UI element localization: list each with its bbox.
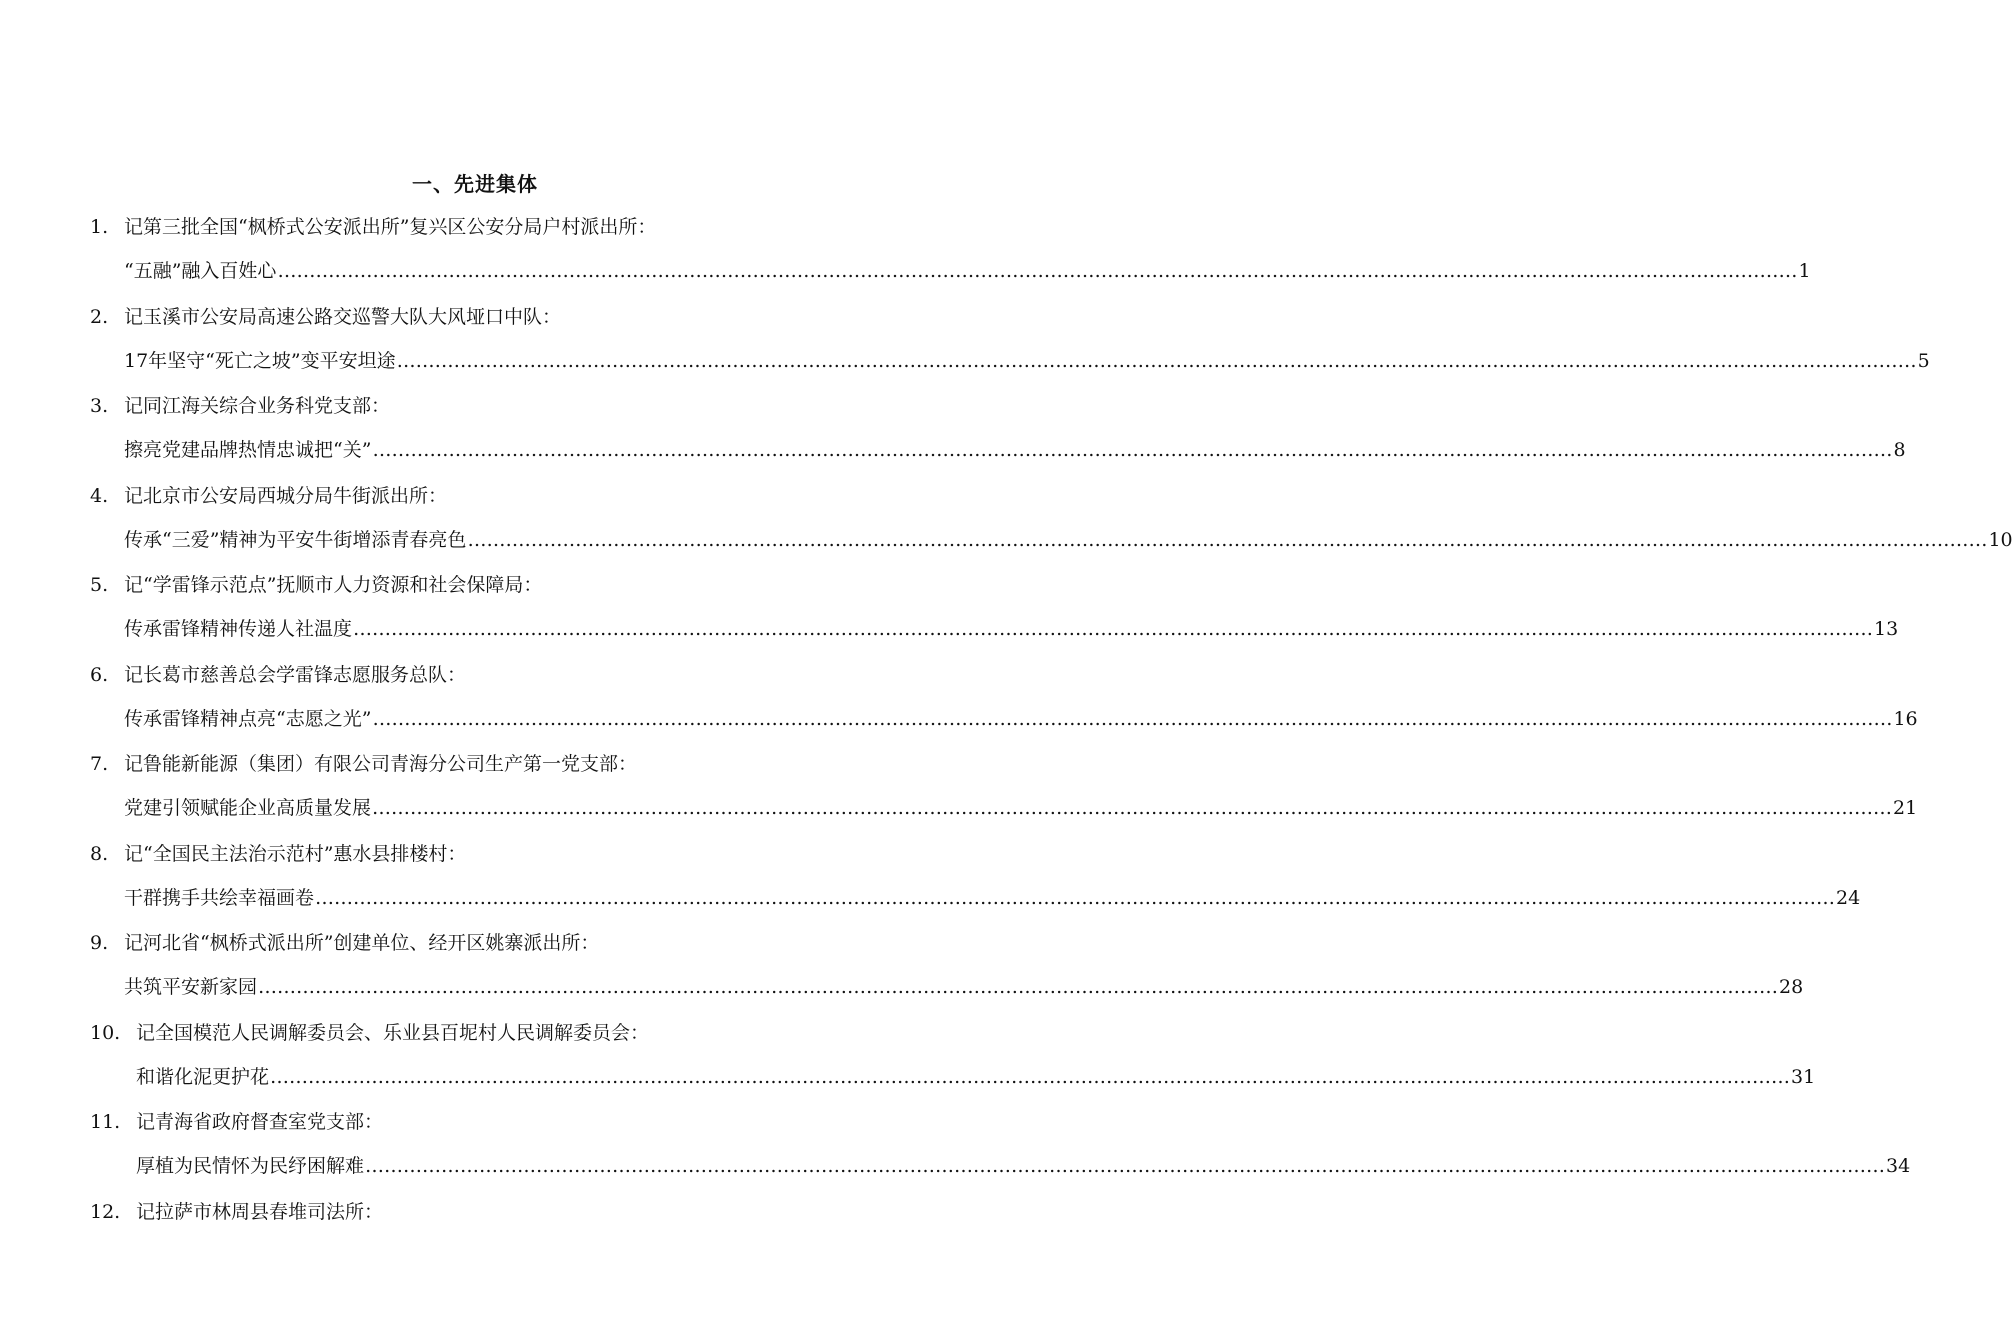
toc-entry-page-number: 10 [1988,528,2013,551]
dot-leader: …………………………………………………………………………………………………………………………………………………………………………………………………………………… [270,1065,1791,1088]
dot-leader: …………………………………………………………………………………………………………………………………………………………………………………………………………………… [467,528,1988,551]
toc-entry-subtitle-line[interactable] [124,435,1906,462]
dot-leader: …………………………………………………………………………………………………………………………………………………………………………………………………………………… [365,1155,1886,1177]
toc-entry-title: 记全国模范人民调解委员会、乐业县百坭村人民调解委员会： [136,1021,650,1044]
toc-entry-title-line [90,1197,383,1224]
toc-entry-number: 5. [90,574,109,596]
toc-entry-subtitle-line[interactable] [124,704,1918,731]
dot-leader: …………………………………………………………………………………………………………………………………………………………………………………………………………………… [372,707,1893,730]
toc-entry-title: 记“学雷锋示范点”抚顺市人力资源和社会保障局： [124,574,543,596]
toc-entry-number: 2. [90,305,109,328]
toc-entry-page-number: 31 [1791,1065,1816,1088]
toc-entry-page-number: 8 [1893,439,1906,461]
toc-entry-subtitle: 擦亮党建品牌热情忠诚把“关” [124,439,372,461]
toc-entry-page-number: 1 [1798,260,1811,282]
toc-entry-subtitle-line[interactable] [136,1151,1911,1178]
toc-entry-title-line [90,839,466,866]
toc-entry-subtitle: 传承“三爱”精神为平安牛街增添青春亮色 [124,528,467,551]
toc-entry-title: 记玉溪市公安局高速公路交巡警大队大风垭口中队： [124,305,562,328]
toc-entry-title-line [90,1107,383,1134]
toc-entry-title: 记鲁能新能源（集团）有限公司青海分公司生产第一党支部： [124,753,638,775]
toc-entry-title-line [90,302,561,329]
toc-entry-title: 记长葛市慈善总会学雷锋志愿服务总队： [124,663,467,686]
toc-entry-title-line [90,212,656,239]
toc-entry-subtitle-line[interactable] [136,1062,1816,1089]
toc-entry-number: 12. [90,1200,121,1223]
toc-entry-page-number: 13 [1874,618,1899,640]
section-title: 一、先进集体 [412,172,538,196]
toc-entry-title: 记拉萨市林周县春堆司法所： [136,1200,384,1223]
toc-entry-title: 记青海省政府督查室党支部： [136,1111,384,1133]
toc-entry-number: 11. [90,1111,121,1133]
dot-leader: …………………………………………………………………………………………………………………………………………………………………………………………………………………… [372,439,1893,461]
toc-entry-page-number: 24 [1836,886,1861,909]
toc-entry-title-line [90,928,599,955]
toc-entry-subtitle: 党建引领赋能企业高质量发展 [124,797,372,819]
toc-entry-page-number: 34 [1886,1155,1911,1177]
toc-entry-title: 记“全国民主法治示范村”惠水县排楼村： [124,842,467,865]
toc-entry-subtitle: 和谐化泥更护花 [136,1065,270,1088]
toc-entry-title-line [90,749,637,776]
toc-entry-title-line [90,391,390,418]
toc-entry-subtitle-line[interactable] [124,972,1804,999]
toc-entry-subtitle: 干群携手共绘幸福画卷 [124,886,315,909]
toc-entry-title: 记北京市公安局西城分局牛街派出所： [124,484,448,507]
toc-entry-subtitle-line[interactable] [124,346,1930,373]
toc-entry-page-number: 21 [1893,797,1918,819]
toc-entry-title: 记同江海关综合业务科党支部： [124,395,391,417]
toc-entry-subtitle: 17年坚守“死亡之坡”变平安坦途 [124,349,396,372]
dot-leader: …………………………………………………………………………………………………………………………………………………………………………………………………………………… [372,797,1893,819]
toc-entry-subtitle: 共筑平安新家园 [124,976,258,998]
dot-leader: …………………………………………………………………………………………………………………………………………………………………………………………………………………… [258,976,1779,998]
toc-entry-title: 记第三批全国“枫桥式公安派出所”复兴区公安分局户村派出所： [124,216,657,238]
dot-leader: …………………………………………………………………………………………………………………………………………………………………………………………………………………… [353,618,1874,640]
toc-entry-title: 记河北省“枫桥式派出所”创建单位、经开区姚寨派出所： [124,932,600,954]
toc-entry-title-line [90,481,447,508]
toc-entry-number: 9. [90,932,109,954]
toc-entry-subtitle: 传承雷锋精神点亮“志愿之光” [124,707,372,730]
toc-entry-subtitle-line[interactable] [124,883,1861,910]
toc-entry-number: 10. [90,1021,121,1044]
toc-entry-number: 4. [90,484,109,507]
toc-entry-number: 8. [90,842,109,865]
toc-entry-page-number: 5 [1917,349,1930,372]
toc-entry-number: 3. [90,395,109,417]
dot-leader: …………………………………………………………………………………………………………………………………………………………………………………………………………………… [396,349,1917,372]
toc-entry-page-number: 16 [1893,707,1918,730]
toc-entry-number: 7. [90,753,109,775]
toc-entry-subtitle-line[interactable] [124,525,2013,552]
toc-entry-title-line [90,660,466,687]
toc-entry-title-line [90,570,542,597]
toc-entry-subtitle-line[interactable] [124,614,1899,641]
toc-entry-subtitle: 厚植为民情怀为民纾困解难 [136,1155,365,1177]
toc-entry-subtitle: “五融”融入百姓心 [124,260,277,282]
toc-entry-subtitle-line[interactable] [124,793,1918,820]
toc-entry-page-number: 28 [1779,976,1804,998]
toc-entry-subtitle: 传承雷锋精神传递人社温度 [124,618,353,640]
dot-leader: …………………………………………………………………………………………………………………………………………………………………………………………………………………… [315,886,1836,909]
toc-entry-number: 6. [90,663,109,686]
toc-entry-title-line [90,1018,649,1045]
toc-entry-subtitle-line[interactable] [124,256,1811,283]
toc-entry-number: 1. [90,216,109,238]
dot-leader: …………………………………………………………………………………………………………………………………………………………………………………………………………………… [277,260,1798,282]
